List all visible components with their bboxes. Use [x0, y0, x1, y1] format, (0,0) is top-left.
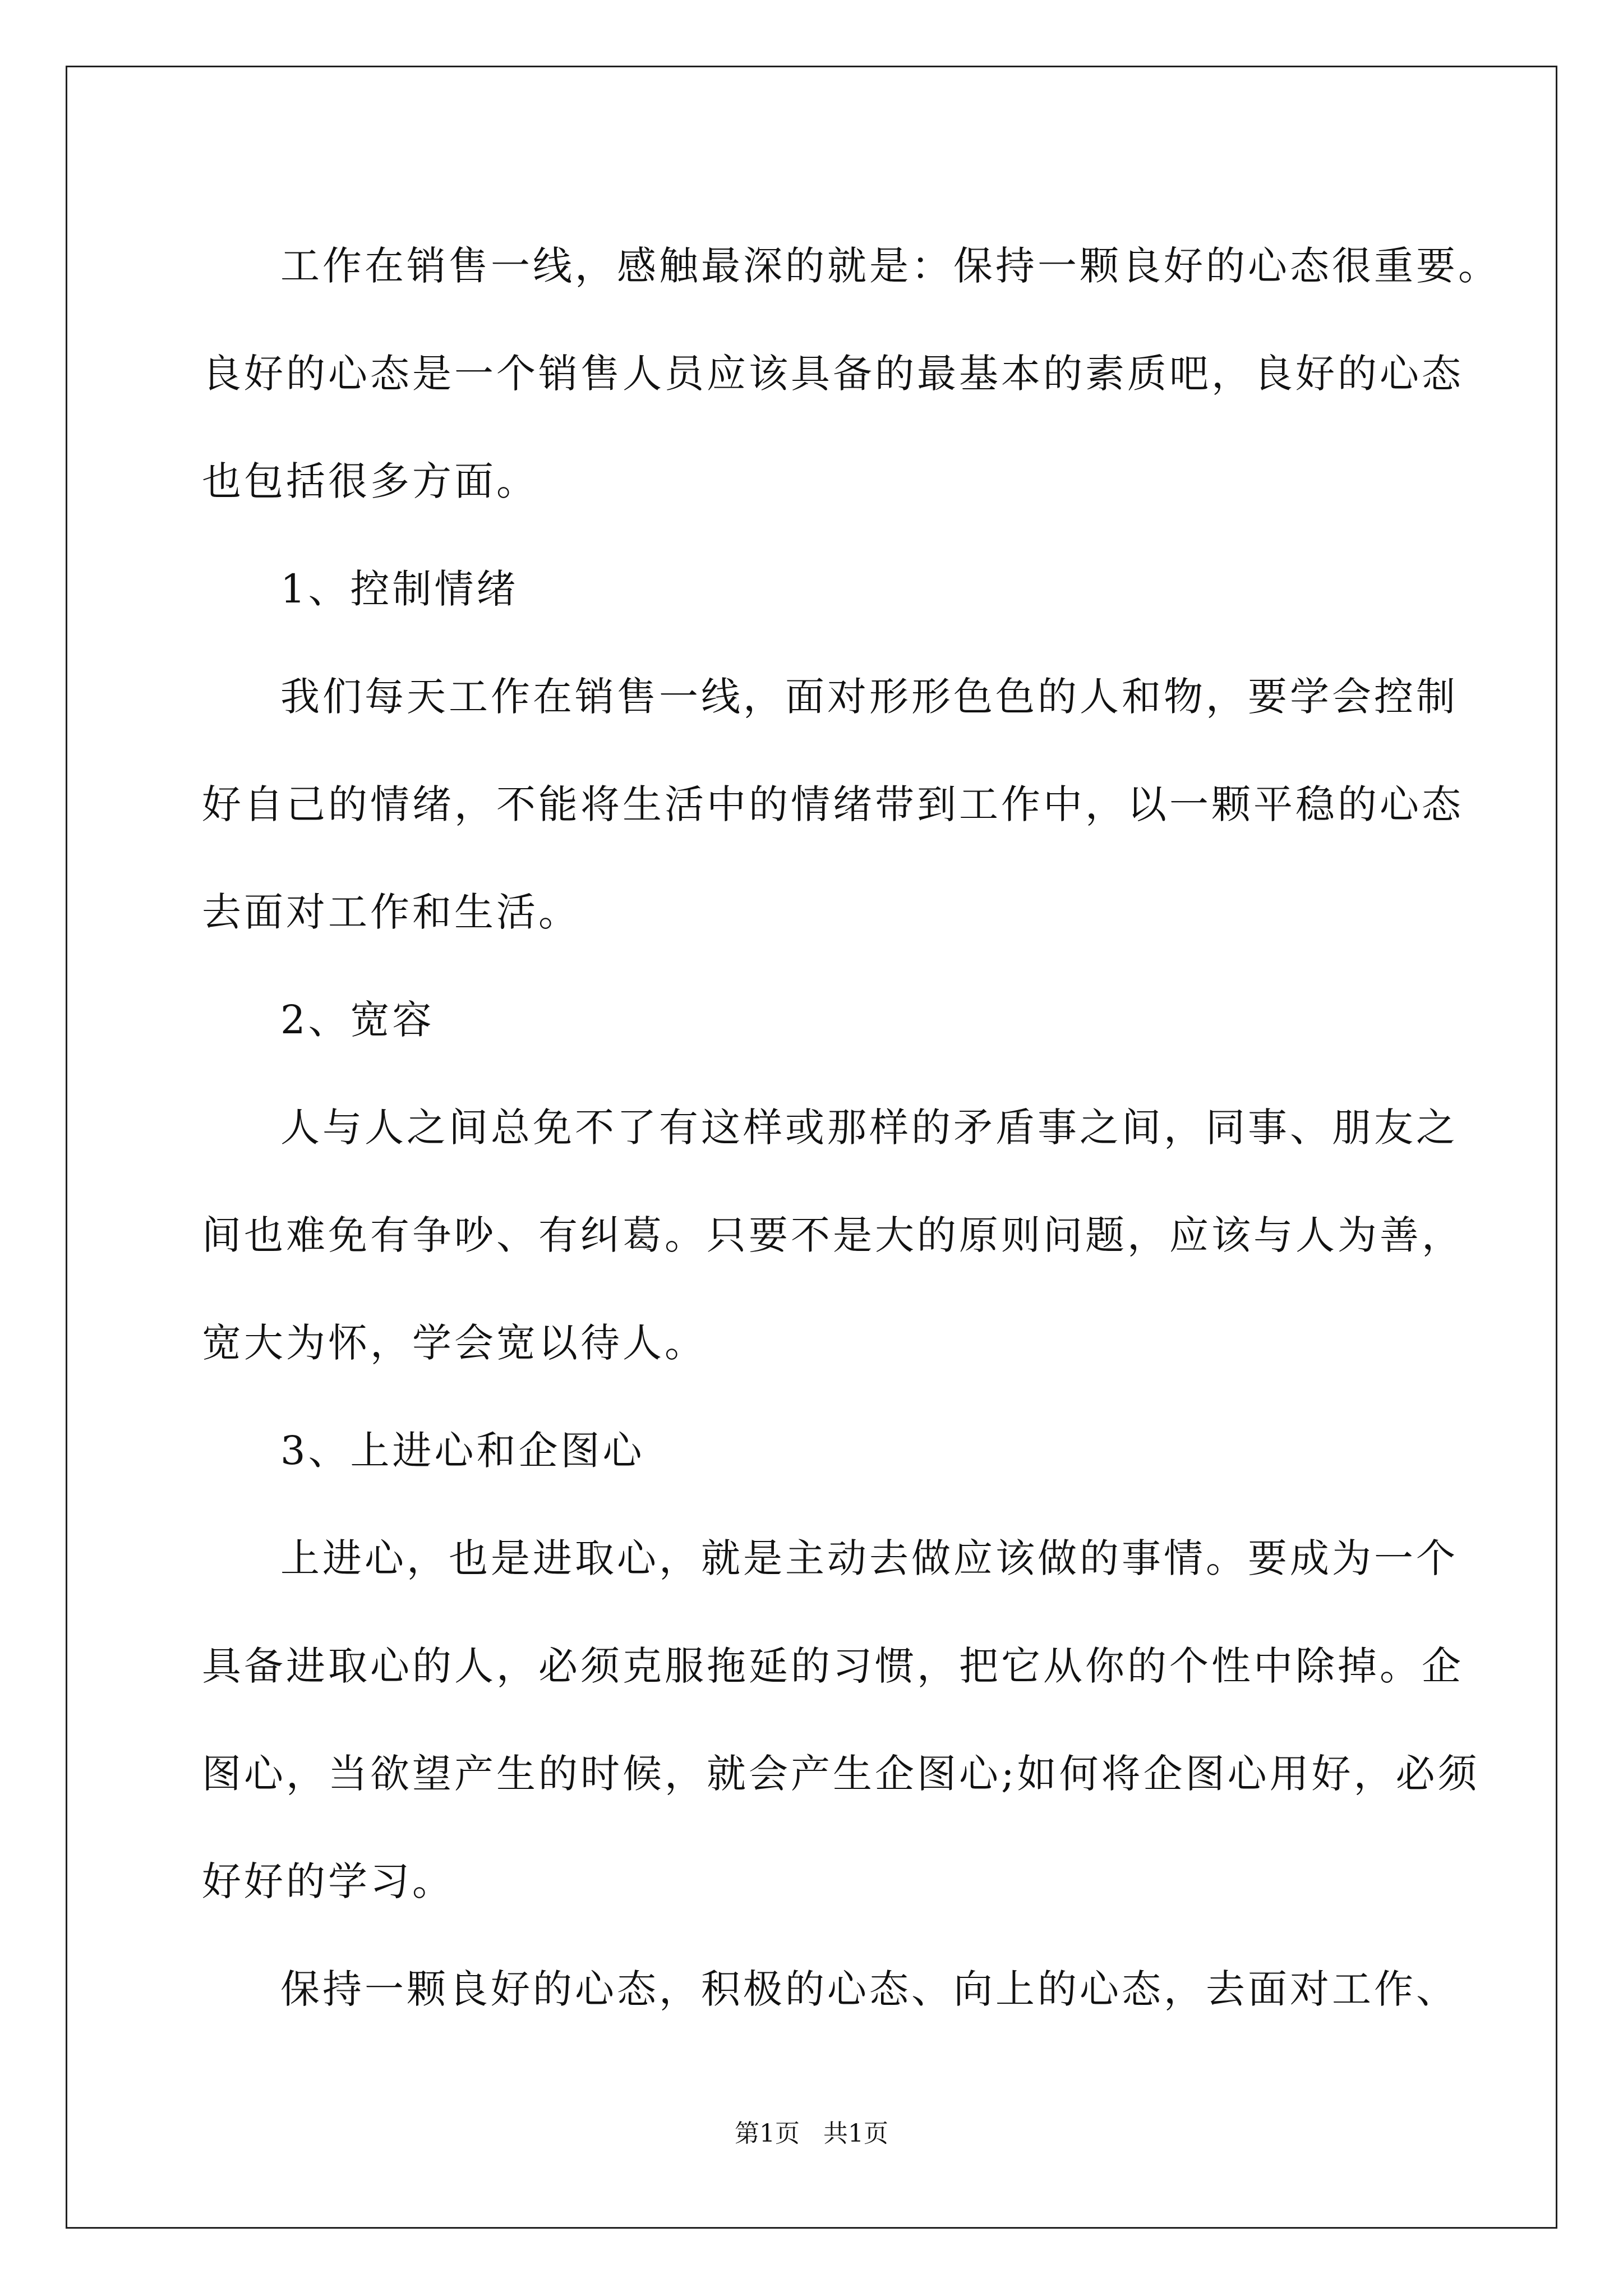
paragraph-line: 保持一颗良好的心态，积极的心态、向上的心态，去面对工作、	[280, 1966, 1458, 2012]
paragraph-line: 去面对工作和生活。	[202, 889, 580, 935]
paragraph-line: 宽大为怀，学会宽以待人。	[202, 1320, 707, 1366]
paragraph-line: 人与人之间总免不了有这样或那样的矛盾事之间，同事、朋友之	[280, 1105, 1458, 1151]
page-number-footer: 第1页 共1页	[735, 2119, 888, 2148]
document-body	[202, 212, 1500, 2043]
paragraph-line: 具备进取心的人，必须克服拖延的习惯，把它从你的个性中除掉。企	[202, 1643, 1464, 1689]
section-heading: 1、控制情绪	[280, 566, 519, 612]
section-heading: 2、宽容	[280, 997, 435, 1043]
section-heading: 3、上进心和企图心	[280, 1428, 645, 1474]
paragraph-line: 好好的学习。	[202, 1858, 454, 1904]
paragraph-line: 好自己的情绪，不能将生活中的情绪带到工作中，以一颗平稳的心态	[202, 781, 1464, 827]
paragraph-line: 图心，当欲望产生的时候，就会产生企图心;如何将企图心用好，必须	[202, 1751, 1480, 1797]
paragraph-line: 良好的心态是一个销售人员应该具备的最基本的素质吧，良好的心态	[202, 351, 1464, 397]
paragraph-line: 间也难免有争吵、有纠葛。只要不是大的原则问题，应该与人为善，	[202, 1212, 1464, 1258]
paragraph-line: 上进心，也是进取心，就是主动去做应该做的事情。要成为一个	[280, 1535, 1458, 1581]
paragraph-line: 工作在销售一线，感触最深的就是：保持一颗良好的心态很重要。	[280, 243, 1500, 289]
paragraph-line: 也包括很多方面。	[202, 458, 538, 504]
paragraph-line: 我们每天工作在销售一线，面对形形色色的人和物，要学会控制	[280, 674, 1458, 720]
